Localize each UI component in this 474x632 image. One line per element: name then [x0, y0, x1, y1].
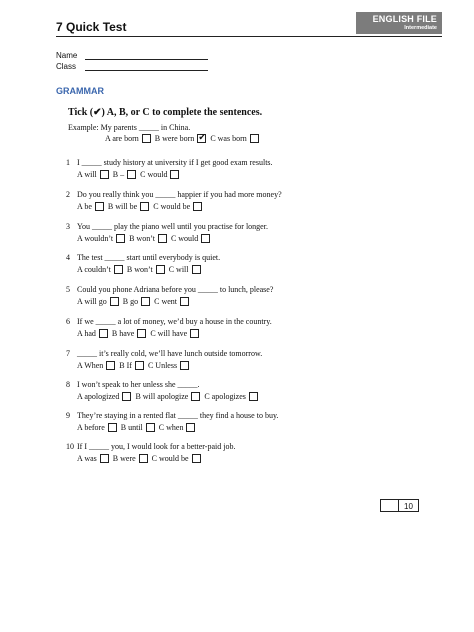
class-field[interactable] — [56, 62, 76, 71]
answer-checkbox[interactable] — [116, 234, 125, 243]
answer-option-label: B go — [122, 297, 139, 306]
answer-option — [135, 391, 200, 402]
answer-option — [148, 360, 189, 371]
answer-checkbox[interactable] — [99, 329, 108, 338]
answer-checkbox[interactable] — [140, 202, 149, 211]
answer-checkbox[interactable] — [180, 361, 189, 370]
name-label: Name — [56, 51, 78, 60]
answer-option — [77, 233, 125, 244]
answer-option-label: A be — [77, 202, 92, 211]
answer-option-label: C would be — [151, 454, 189, 463]
example-option-label: C was born — [210, 134, 247, 143]
check-mark-icon: ✔ — [198, 132, 206, 142]
answer-option — [171, 233, 210, 244]
answer-checkbox[interactable] — [180, 297, 189, 306]
example-option — [210, 134, 258, 143]
answer-option-label: C went — [154, 297, 178, 306]
answer-checkbox[interactable] — [122, 392, 131, 401]
class-label: Class — [56, 62, 77, 71]
class-line[interactable] — [85, 70, 208, 71]
answer-checkbox[interactable] — [135, 361, 144, 370]
answer-option-label: C will — [168, 265, 189, 274]
example-options — [105, 134, 263, 143]
question-options — [77, 453, 205, 464]
question-options — [77, 296, 193, 307]
answer-option-label: C Unless — [147, 361, 178, 370]
answer-option-label: B were — [112, 454, 136, 463]
question-number: 9 — [66, 411, 70, 420]
question-stem: If I _____ you, I would look for a better-paid job. — [77, 442, 236, 451]
answer-option-label: B until — [120, 423, 143, 432]
answer-option-label: C when — [158, 423, 184, 432]
answer-option — [113, 169, 136, 180]
question-options — [77, 201, 206, 212]
answer-option — [77, 360, 115, 371]
answer-option — [77, 169, 109, 180]
name-field[interactable] — [56, 51, 77, 60]
answer-option-label: B have — [111, 329, 135, 338]
answer-option-label: A couldn’t — [77, 265, 111, 274]
answer-option — [77, 296, 119, 307]
answer-option — [152, 453, 201, 464]
question-options — [77, 233, 214, 244]
answer-checkbox[interactable] — [110, 297, 119, 306]
answer-checkbox[interactable] — [108, 423, 117, 432]
answer-checkbox[interactable] — [201, 234, 210, 243]
question-stem: I _____ study history at university if I get good exam results. — [77, 158, 273, 167]
answer-checkbox[interactable] — [141, 297, 150, 306]
answer-option — [77, 453, 109, 464]
answer-option-label: B will be — [107, 202, 138, 211]
example-option-label: B were born — [154, 134, 195, 143]
answer-checkbox[interactable] — [249, 392, 258, 401]
answer-checkbox[interactable] — [139, 454, 148, 463]
answer-checkbox[interactable] — [192, 265, 201, 274]
answer-option-label: B won’t — [129, 234, 155, 243]
question-stem: They’re staying in a rented flat _____ they find a house to buy. — [77, 411, 279, 420]
answer-checkbox[interactable] — [137, 329, 146, 338]
answer-checkbox[interactable] — [127, 170, 136, 179]
question-stem: Could you phone Adriana before you _____ to lunch, please? — [77, 285, 274, 294]
answer-option — [119, 360, 144, 371]
answer-option — [159, 422, 196, 433]
answer-option-label: C would — [170, 234, 199, 243]
answer-option-label: A apologized — [77, 392, 120, 401]
answer-option-label: B If — [119, 361, 132, 370]
question-number: 10 — [66, 442, 74, 451]
answer-checkbox[interactable] — [100, 170, 109, 179]
question-options — [77, 328, 203, 339]
answer-option-label: A had — [77, 329, 96, 338]
question-number: 8 — [66, 380, 70, 389]
question-stem: If we _____ a lot of money, we’d buy a house in the country. — [77, 317, 272, 326]
question-options — [77, 264, 205, 275]
answer-option-label: A wouldn’t — [77, 234, 114, 243]
answer-checkbox[interactable] — [191, 392, 200, 401]
answer-option-label: B – — [112, 170, 125, 179]
example-checkbox[interactable] — [142, 134, 151, 143]
answer-option — [77, 422, 117, 433]
question-stem: I won’t speak to her unless she _____. — [77, 380, 200, 389]
example-option — [105, 134, 151, 143]
example-checkbox[interactable] — [250, 134, 259, 143]
answer-checkbox[interactable] — [193, 202, 202, 211]
section-heading: GRAMMAR — [56, 86, 104, 96]
example-stem: Example: My parents _____ in China. — [68, 123, 191, 132]
answer-checkbox[interactable] — [156, 265, 165, 274]
answer-option — [127, 264, 165, 275]
answer-option — [123, 296, 150, 307]
question-options — [77, 169, 183, 180]
answer-checkbox[interactable] — [114, 265, 123, 274]
answer-option-label: A When — [77, 361, 104, 370]
question-stem: Do you really think you _____ happier if you had more money? — [77, 190, 282, 199]
page-title: 7 Quick Test — [56, 20, 127, 34]
score-box: 10 — [398, 499, 419, 512]
question-options — [77, 360, 193, 371]
question-number: 2 — [66, 190, 70, 199]
question-number: 5 — [66, 285, 70, 294]
question-options — [77, 391, 262, 402]
logo-title: ENGLISH FILE — [372, 14, 437, 24]
answer-option — [112, 328, 146, 339]
answer-option-label: B won’t — [126, 265, 153, 274]
answer-option — [77, 201, 104, 212]
answer-checkbox[interactable] — [190, 329, 199, 338]
answer-option — [150, 328, 199, 339]
question-number: 7 — [66, 349, 70, 358]
question-number: 3 — [66, 222, 70, 231]
answer-option — [108, 201, 149, 212]
answer-option-label: B will apologize — [135, 392, 189, 401]
answer-option — [169, 264, 201, 275]
answer-checkbox[interactable] — [158, 234, 167, 243]
answer-checkbox[interactable] — [186, 423, 195, 432]
question-stem: The test _____ start until everybody is quiet. — [77, 253, 221, 262]
logo-level: Intermediate — [404, 25, 437, 31]
answer-checkbox[interactable] — [106, 361, 115, 370]
example-checkbox[interactable] — [197, 134, 206, 143]
answer-checkbox[interactable] — [170, 170, 179, 179]
question-number: 6 — [66, 317, 70, 326]
example-option-label: A are born — [105, 134, 139, 143]
answer-option — [153, 201, 202, 212]
answer-option-label: C will have — [150, 329, 188, 338]
answer-option-label: A was — [77, 454, 97, 463]
answer-option — [129, 233, 167, 244]
answer-checkbox[interactable] — [95, 202, 104, 211]
answer-checkbox[interactable] — [192, 454, 201, 463]
answer-option — [77, 328, 108, 339]
answer-option — [154, 296, 189, 307]
answer-option — [140, 169, 179, 180]
answer-option — [121, 422, 155, 433]
answer-option — [113, 453, 148, 464]
answer-checkbox[interactable] — [146, 423, 155, 432]
name-line[interactable] — [85, 59, 208, 60]
page-header — [56, 12, 442, 37]
question-number: 4 — [66, 253, 70, 262]
answer-option — [77, 264, 123, 275]
score-box-frame — [380, 499, 398, 512]
question-options — [77, 422, 199, 433]
question-stem: You _____ play the piano well until you practise for longer. — [77, 222, 268, 231]
example-option — [155, 134, 207, 143]
answer-option-label: C apologizes — [204, 392, 246, 401]
answer-option — [77, 391, 131, 402]
answer-option-label: A will go — [77, 297, 107, 306]
answer-option-label: C would be — [153, 202, 191, 211]
instruction: Tick (✔) A, B, or C to complete the sentences. — [68, 107, 263, 118]
question-stem: _____ it’s really cold, we’ll have lunch outside tomorrow. — [77, 349, 263, 358]
answer-checkbox[interactable] — [100, 454, 109, 463]
answer-option-label: A will — [77, 170, 97, 179]
answer-option-label: A before — [77, 423, 105, 432]
answer-option — [204, 391, 258, 402]
english-file-logo — [356, 12, 442, 34]
question-number: 1 — [66, 158, 70, 167]
answer-option-label: C would — [140, 170, 168, 179]
